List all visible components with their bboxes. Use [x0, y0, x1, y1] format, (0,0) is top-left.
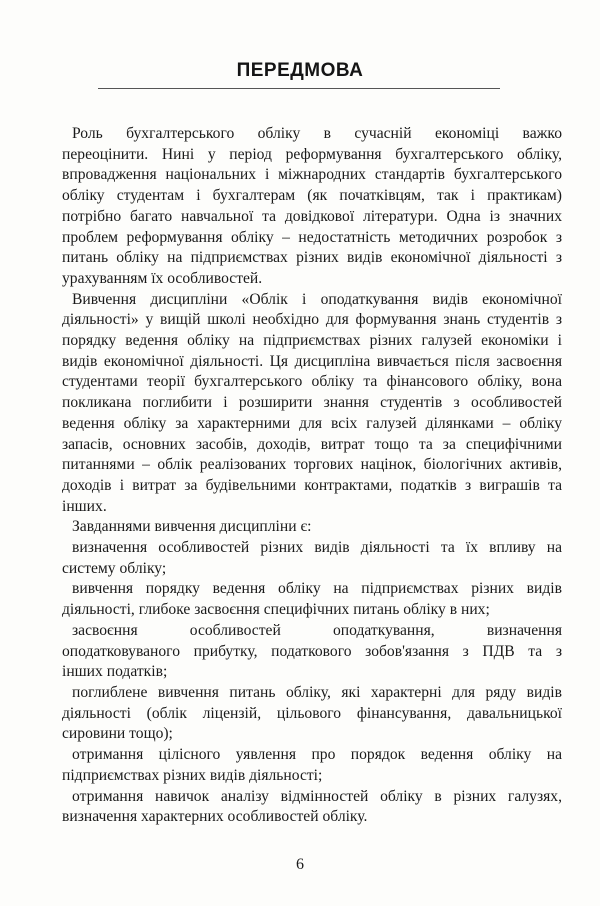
- text-line: переоцінити. Нині у період реформування бухгалтерського обліку,: [62, 145, 562, 163]
- text-line: потрібно багато навчальної та довідкової літератури. Одна із значних: [62, 207, 562, 225]
- text-line: визначення характерних особливостей обліку.: [62, 808, 368, 826]
- text-line: Завданнями вивчення дисципліни є:: [72, 518, 312, 536]
- text-line: Вивчення дисципліни «Облік і оподаткування видів економічної: [72, 290, 562, 308]
- text-line: вивчення порядку ведення обліку на підприємствах різних видів: [72, 580, 562, 598]
- text-line: питань обліку на підприємствах різних видів економічної діяльності з: [62, 249, 562, 267]
- text-line: доходів і витрат за будівельними контрактами, податків з виграшів та: [62, 476, 562, 494]
- text-line: проблем реформування обліку – недостатність методичних розробок з: [62, 228, 562, 246]
- body-text: [62, 124, 562, 828]
- text-line: студентами теорії бухгалтерського обліку та фінансового обліку, вона: [62, 373, 562, 391]
- page-number: 6: [296, 856, 304, 873]
- paragraph: [62, 579, 562, 620]
- text-line: діяльності» у вищій школі необхідно для формування знань студентів з: [62, 311, 562, 329]
- title-underline: [98, 88, 500, 89]
- text-line: ведення обліку за характерними для всіх галузей ділянками – обліку: [62, 414, 562, 432]
- paragraph: [62, 621, 562, 683]
- text-line: визначення особливостей різних видів діяльності та їх впливу на: [72, 539, 562, 557]
- text-line: порядку ведення обліку на підприємствах різних галузей економіки і: [62, 332, 562, 350]
- text-line: впровадження національних і міжнародних стандартів бухгалтерського: [62, 166, 562, 184]
- paragraph: [62, 517, 562, 538]
- paragraph: [62, 683, 562, 745]
- text-line: питаннями – облік реалізованих торгових націнок, біологічних активів,: [62, 456, 562, 474]
- text-line: систему обліку;: [62, 559, 167, 577]
- text-line: сировини тощо);: [62, 725, 173, 743]
- text-line: урахуванням їх особливостей.: [62, 269, 263, 287]
- paragraph: [62, 290, 562, 518]
- text-line: отримання навичок аналізу відмінностей обліку в різних галузях,: [72, 787, 562, 805]
- text-line: оподатковуваного прибутку, податкового зобов'язання з ПДВ та з: [62, 642, 562, 660]
- text-line: видів економічної діяльності. Ця дисципліна вивчається після засвоєння: [62, 352, 562, 370]
- text-line: інших.: [62, 497, 107, 515]
- text-line: інших податків;: [62, 663, 168, 681]
- text-line: отримання цілісного уявлення про порядок ведення обліку на: [72, 746, 562, 764]
- page-title: ПЕРЕДМОВА: [236, 60, 364, 81]
- text-line: Роль бухгалтерського обліку в сучасній економіці важко: [72, 125, 562, 142]
- paragraph: [62, 124, 562, 290]
- text-line: діяльності (облік ліцензій, цільового фінансування, давальницької: [62, 704, 562, 722]
- paragraph: [62, 538, 562, 579]
- text-line: поглиблене вивчення питань обліку, які характерні для ряду видів: [72, 683, 562, 701]
- paragraph: [62, 745, 562, 786]
- text-line: діяльності, глибоке засвоєння специфічних питань обліку в них;: [62, 601, 490, 619]
- text-line: засвоєння особливостей оподаткування, визначення: [72, 621, 562, 639]
- text-line: запасів, основних засобів, доходів, витрат тощо та за специфічними: [62, 435, 562, 453]
- text-line: покликана поглибити і розширити знання студентів з особливостей: [62, 394, 562, 412]
- text-line: підприємствах різних видів діяльності;: [62, 766, 323, 784]
- text-line: обліку студентам і бухгалтерам (як початківцям, так і практикам): [62, 187, 562, 205]
- paragraph: [62, 787, 562, 828]
